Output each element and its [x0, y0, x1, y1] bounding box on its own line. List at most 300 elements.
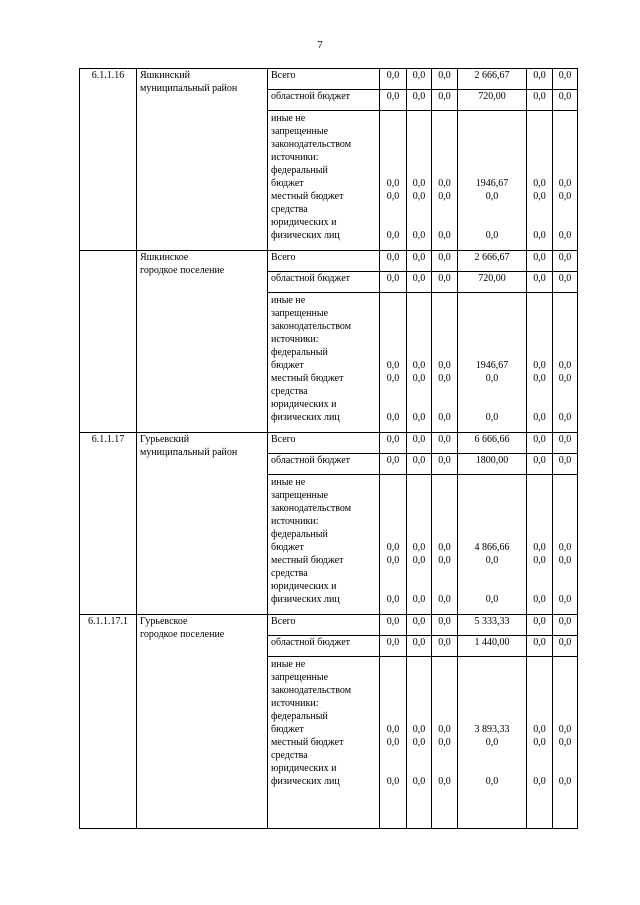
spacer: [410, 151, 428, 164]
value-cell-multi: [458, 657, 527, 829]
value-local: 0,0: [412, 737, 426, 748]
category-regional: областной бюджет: [268, 636, 380, 657]
spacer: [530, 138, 549, 151]
spacer: [410, 333, 428, 346]
value-legal: 0,0: [533, 776, 546, 787]
spacer: [435, 203, 454, 216]
spacer: [461, 203, 523, 216]
spacer: [435, 138, 454, 151]
value-local: 0,0: [533, 737, 546, 748]
value-local: 0,0: [558, 191, 572, 202]
value-federal: 0,0: [386, 542, 400, 553]
spacer: [556, 112, 574, 125]
spacer: [530, 697, 549, 710]
value-cell: 0,0: [527, 636, 553, 657]
table-row-total: [80, 251, 578, 272]
spacer: [435, 762, 454, 775]
category-other-sources: [268, 293, 380, 433]
spacer: [556, 476, 574, 489]
spacer: [410, 489, 428, 502]
spacer: [556, 502, 574, 515]
value-cell: 0,0: [407, 615, 432, 636]
spacer: [410, 515, 428, 528]
value-cell: 0,0: [380, 433, 407, 454]
value-cell: 0,0: [407, 90, 432, 111]
category-line: иные не: [271, 477, 306, 488]
spacer: [530, 710, 549, 723]
value-cell: 0,0: [553, 90, 578, 111]
spacer: [410, 320, 428, 333]
spacer: [383, 112, 403, 125]
value-cell: 0,0: [553, 454, 578, 475]
value-cell: 0,0: [380, 272, 407, 293]
category-line: бюджет: [271, 178, 304, 189]
value-federal: 0,0: [533, 542, 546, 553]
page-number: 7: [317, 39, 323, 51]
value-local: 0,0: [485, 373, 499, 384]
spacer: [530, 502, 549, 515]
value-cell-multi: [553, 657, 578, 829]
value-cell: 0,0: [553, 251, 578, 272]
value-legal: 0,0: [485, 594, 499, 605]
spacer: [383, 684, 403, 697]
value-federal: 0,0: [558, 542, 572, 553]
value-cell: 0,0: [527, 454, 553, 475]
value-legal: 0,0: [386, 776, 400, 787]
category-line: запрещенные: [271, 308, 329, 319]
spacer: [410, 307, 428, 320]
spacer: [383, 710, 403, 723]
spacer: [556, 710, 574, 723]
spacer: [556, 580, 574, 593]
item-code: 6.1.1.17: [80, 433, 137, 615]
spacer: [556, 203, 574, 216]
value-cell: 720,00: [458, 272, 527, 293]
spacer: [530, 489, 549, 502]
spacer: [530, 749, 549, 762]
spacer: [383, 294, 403, 307]
spacer: [530, 528, 549, 541]
value-legal: 0,0: [533, 594, 546, 605]
table-row-total: [80, 69, 578, 90]
value-cell: 0,0: [527, 90, 553, 111]
spacer: [410, 203, 428, 216]
value-legal: 0,0: [558, 412, 572, 423]
value-local: 0,0: [485, 737, 499, 748]
item-name-line: городкое поселение: [140, 629, 225, 640]
value-legal: 0,0: [558, 594, 572, 605]
value-local: 0,0: [558, 737, 572, 748]
spacer: [410, 684, 428, 697]
value-federal: 0,0: [412, 178, 426, 189]
category-line: федеральный: [271, 529, 328, 540]
category-line: местный бюджет: [271, 555, 344, 566]
spacer: [461, 762, 523, 775]
value-cell: 0,0: [380, 251, 407, 272]
category-line: законодательством: [271, 139, 352, 150]
spacer: [556, 294, 574, 307]
value-cell-multi: [380, 657, 407, 829]
value-cell: 0,0: [553, 636, 578, 657]
value-cell: 0,0: [407, 272, 432, 293]
value-local: 0,0: [386, 373, 400, 384]
category-line: законодательством: [271, 321, 352, 332]
category-total: Всего: [268, 251, 380, 272]
spacer: [556, 346, 574, 359]
spacer: [435, 567, 454, 580]
value-local: 0,0: [533, 191, 546, 202]
spacer: [410, 567, 428, 580]
value-local: 0,0: [386, 737, 400, 748]
value-legal: 0,0: [412, 594, 426, 605]
value-federal: 1946,67: [475, 178, 509, 189]
value-cell: 0,0: [527, 615, 553, 636]
spacer: [461, 320, 523, 333]
category-line: средства: [271, 386, 308, 397]
value-legal: 0,0: [558, 230, 572, 241]
value-federal: 0,0: [412, 542, 426, 553]
category-line: федеральный: [271, 711, 328, 722]
spacer: [556, 684, 574, 697]
spacer: [556, 671, 574, 684]
category-regional: областной бюджет: [268, 90, 380, 111]
spacer: [461, 515, 523, 528]
spacer: [435, 346, 454, 359]
value-federal: 0,0: [558, 360, 572, 371]
value-federal: 0,0: [412, 360, 426, 371]
category-line: бюджет: [271, 542, 304, 553]
category-line: федеральный: [271, 347, 328, 358]
spacer: [461, 125, 523, 138]
category-line: источники:: [271, 516, 319, 527]
spacer: [410, 502, 428, 515]
value-cell: 0,0: [553, 69, 578, 90]
value-cell: 0,0: [432, 454, 458, 475]
spacer: [383, 515, 403, 528]
value-cell: 0,0: [432, 272, 458, 293]
spacer: [383, 762, 403, 775]
spacer: [410, 671, 428, 684]
value-local: 0,0: [438, 555, 451, 566]
value-cell: 0,0: [380, 69, 407, 90]
spacer: [530, 476, 549, 489]
spacer: [383, 502, 403, 515]
spacer: [461, 580, 523, 593]
value-legal: 0,0: [485, 230, 499, 241]
spacer: [435, 125, 454, 138]
spacer: [383, 697, 403, 710]
spacer: [410, 385, 428, 398]
spacer: [556, 749, 574, 762]
spacer: [556, 762, 574, 775]
item-name-line: Гурьевское: [140, 616, 188, 627]
value-cell: 0,0: [432, 636, 458, 657]
spacer: [461, 138, 523, 151]
value-legal: 0,0: [485, 776, 499, 787]
value-cell: 0,0: [407, 69, 432, 90]
spacer: [530, 203, 549, 216]
spacer: [410, 216, 428, 229]
spacer: [530, 320, 549, 333]
spacer: [435, 151, 454, 164]
value-federal: 0,0: [438, 360, 451, 371]
spacer: [461, 398, 523, 411]
value-legal: 0,0: [386, 594, 400, 605]
spacer: [461, 476, 523, 489]
value-local: 0,0: [438, 373, 451, 384]
spacer: [461, 164, 523, 177]
value-local: 0,0: [386, 191, 400, 202]
value-legal: 0,0: [386, 412, 400, 423]
spacer: [383, 138, 403, 151]
spacer: [556, 151, 574, 164]
spacer: [461, 684, 523, 697]
value-cell-multi: [553, 111, 578, 251]
value-cell: 0,0: [432, 90, 458, 111]
category-total: Всего: [268, 69, 380, 90]
spacer: [530, 346, 549, 359]
spacer: [556, 528, 574, 541]
spacer: [435, 749, 454, 762]
value-federal: 0,0: [438, 542, 451, 553]
spacer: [461, 710, 523, 723]
category-line: средства: [271, 568, 308, 579]
category-line: физических лиц: [271, 776, 340, 787]
spacer: [461, 112, 523, 125]
category-line: физических лиц: [271, 412, 340, 423]
spacer: [435, 385, 454, 398]
spacer: [435, 528, 454, 541]
spacer: [530, 398, 549, 411]
spacer: [556, 567, 574, 580]
value-federal: 0,0: [558, 178, 572, 189]
spacer: [461, 671, 523, 684]
value-cell: 5 333,33: [458, 615, 527, 636]
spacer: [383, 671, 403, 684]
spacer: [556, 216, 574, 229]
category-line: физических лиц: [271, 230, 340, 241]
value-local: 0,0: [438, 191, 451, 202]
value-cell: 0,0: [527, 251, 553, 272]
item-code: 6.1.1.16: [80, 69, 137, 251]
spacer: [530, 307, 549, 320]
spacer: [530, 151, 549, 164]
spacer: [461, 489, 523, 502]
category-total: Всего: [268, 615, 380, 636]
spacer: [435, 697, 454, 710]
spacer: [383, 125, 403, 138]
value-cell: 0,0: [527, 69, 553, 90]
spacer: [435, 216, 454, 229]
value-legal: 0,0: [438, 776, 451, 787]
spacer: [410, 294, 428, 307]
value-legal: 0,0: [533, 230, 546, 241]
spacer: [461, 151, 523, 164]
spacer: [383, 203, 403, 216]
value-legal: 0,0: [412, 776, 426, 787]
spacer: [461, 528, 523, 541]
spacer: [435, 307, 454, 320]
value-cell: 0,0: [407, 636, 432, 657]
spacer: [435, 710, 454, 723]
spacer: [435, 112, 454, 125]
budget-table: [79, 68, 578, 829]
spacer: [383, 567, 403, 580]
spacer: [435, 294, 454, 307]
category-total: Всего: [268, 433, 380, 454]
value-cell: 0,0: [380, 454, 407, 475]
spacer: [461, 502, 523, 515]
category-line: запрещенные: [271, 672, 329, 683]
spacer: [556, 125, 574, 138]
item-code: [80, 251, 137, 433]
value-federal: 0,0: [533, 724, 546, 735]
spacer: [435, 671, 454, 684]
spacer: [435, 515, 454, 528]
value-federal: 3 893,33: [474, 724, 510, 735]
value-local: 0,0: [558, 373, 572, 384]
category-line: местный бюджет: [271, 737, 344, 748]
spacer: [461, 346, 523, 359]
spacer: [383, 346, 403, 359]
value-cell: 0,0: [407, 454, 432, 475]
category-other-sources: [268, 657, 380, 829]
value-federal: 4 866,66: [474, 542, 510, 553]
spacer: [556, 398, 574, 411]
value-cell: 0,0: [432, 69, 458, 90]
item-name: [137, 251, 268, 433]
value-legal: 0,0: [438, 594, 451, 605]
spacer: [461, 216, 523, 229]
spacer: [530, 762, 549, 775]
item-name: [137, 69, 268, 251]
spacer: [556, 658, 574, 671]
category-line: местный бюджет: [271, 373, 344, 384]
category-line: запрещенные: [271, 490, 329, 501]
spacer: [530, 112, 549, 125]
table-row-total: [80, 433, 578, 454]
value-cell-multi: [407, 111, 432, 251]
spacer: [410, 164, 428, 177]
spacer: [461, 658, 523, 671]
value-cell-multi: [432, 657, 458, 829]
spacer: [410, 476, 428, 489]
spacer: [383, 398, 403, 411]
spacer: [410, 398, 428, 411]
category-line: бюджет: [271, 724, 304, 735]
value-cell-multi: [432, 475, 458, 615]
value-cell-multi: [407, 293, 432, 433]
spacer: [530, 385, 549, 398]
spacer: [410, 749, 428, 762]
category-line: запрещенные: [271, 126, 329, 137]
item-name-line: муниципальный район: [140, 83, 238, 94]
spacer: [383, 216, 403, 229]
value-cell-multi: [432, 111, 458, 251]
spacer: [530, 333, 549, 346]
value-cell: 0,0: [380, 90, 407, 111]
value-cell: 2 666,67: [458, 251, 527, 272]
value-cell-multi: [458, 293, 527, 433]
spacer: [383, 580, 403, 593]
value-local: 0,0: [558, 555, 572, 566]
spacer: [530, 216, 549, 229]
spacer: [530, 684, 549, 697]
spacer: [383, 333, 403, 346]
value-federal: 0,0: [558, 724, 572, 735]
category-line: юридических и: [271, 399, 337, 410]
spacer: [435, 333, 454, 346]
spacer: [435, 320, 454, 333]
value-legal: 0,0: [533, 412, 546, 423]
spacer: [383, 528, 403, 541]
value-legal: 0,0: [412, 230, 426, 241]
value-cell-multi: [380, 475, 407, 615]
value-local: 0,0: [533, 555, 546, 566]
spacer: [556, 307, 574, 320]
spacer: [410, 125, 428, 138]
spacer: [556, 320, 574, 333]
spacer: [435, 658, 454, 671]
spacer: [530, 671, 549, 684]
value-local: 0,0: [412, 191, 426, 202]
table-row-total: [80, 615, 578, 636]
value-cell: 2 666,67: [458, 69, 527, 90]
value-cell-multi: [458, 475, 527, 615]
spacer: [556, 697, 574, 710]
item-name: [137, 433, 268, 615]
value-federal: 0,0: [412, 724, 426, 735]
spacer: [435, 489, 454, 502]
spacer: [461, 307, 523, 320]
value-cell-multi: [407, 475, 432, 615]
value-cell: 0,0: [553, 272, 578, 293]
category-line: бюджет: [271, 360, 304, 371]
item-code: 6.1.1.17.1: [80, 615, 137, 829]
value-cell: 6 666,66: [458, 433, 527, 454]
value-legal: 0,0: [412, 412, 426, 423]
spacer: [556, 489, 574, 502]
budget-table-body: [80, 69, 578, 829]
category-line: средства: [271, 204, 308, 215]
value-cell: 0,0: [380, 636, 407, 657]
spacer: [461, 385, 523, 398]
spacer: [435, 502, 454, 515]
spacer: [410, 112, 428, 125]
spacer: [383, 749, 403, 762]
value-legal: 0,0: [386, 230, 400, 241]
value-cell-multi: [527, 111, 553, 251]
category-line: законодательством: [271, 503, 352, 514]
category-line: средства: [271, 750, 308, 761]
category-line: юридических и: [271, 217, 337, 228]
value-federal: 0,0: [386, 724, 400, 735]
spacer: [530, 580, 549, 593]
spacer: [383, 151, 403, 164]
spacer: [410, 697, 428, 710]
item-name-line: Яшкинский: [140, 70, 190, 81]
spacer: [410, 710, 428, 723]
item-name-line: муниципальный район: [140, 447, 238, 458]
value-legal: 0,0: [485, 412, 499, 423]
value-federal: 0,0: [438, 178, 451, 189]
value-federal: 0,0: [533, 178, 546, 189]
spacer: [435, 580, 454, 593]
value-federal: 1946,67: [475, 360, 509, 371]
spacer: [530, 567, 549, 580]
spacer: [461, 567, 523, 580]
spacer: [461, 333, 523, 346]
